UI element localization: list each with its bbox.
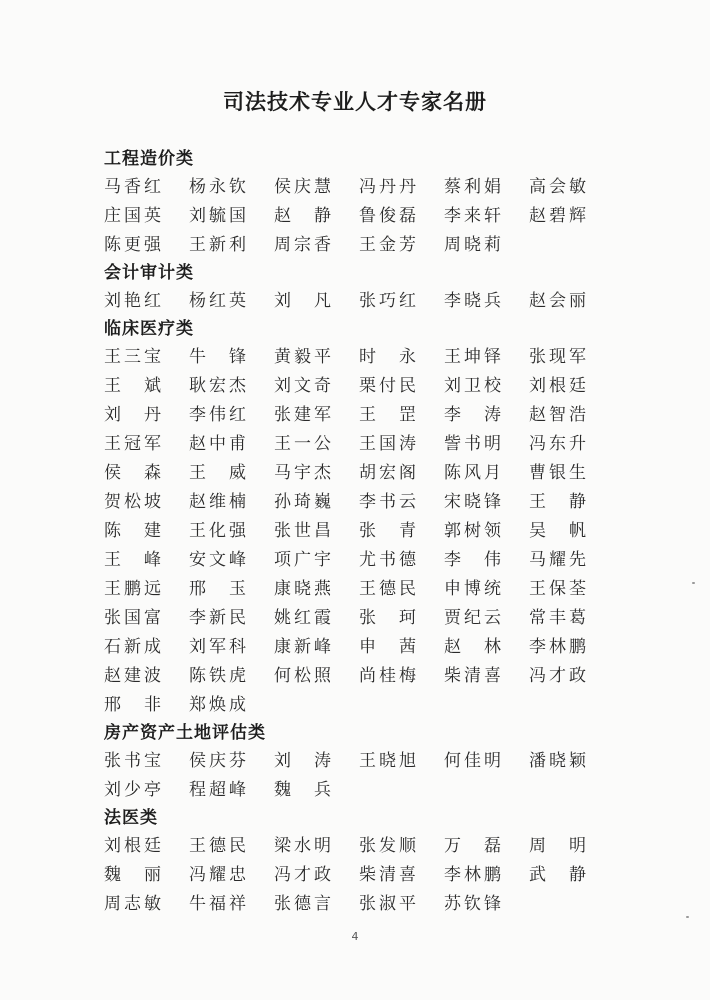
expert-name: 陈风月 xyxy=(444,463,501,483)
expert-name: 李晓兵 xyxy=(444,291,501,311)
expert-name: 张国富 xyxy=(104,608,161,628)
expert-name: 张巧红 xyxy=(359,291,416,311)
expert-name: 王坤铎 xyxy=(444,347,501,367)
expert-name: 柴清喜 xyxy=(359,865,416,885)
roster-section xyxy=(104,805,624,919)
expert-name: 刘少亭 xyxy=(104,780,161,800)
expert-name: 赵 静 xyxy=(274,206,331,226)
expert-name: 张 珂 xyxy=(359,608,416,628)
expert-name: 李 伟 xyxy=(444,550,501,570)
expert-name: 梁水明 xyxy=(274,836,331,856)
expert-name: 蔡利娟 xyxy=(444,177,501,197)
expert-name: 黄毅平 xyxy=(274,347,331,367)
expert-name: 陈 建 xyxy=(104,521,161,541)
expert-name: 张世昌 xyxy=(274,521,331,541)
expert-name: 刘根廷 xyxy=(104,836,161,856)
expert-name: 刘文奇 xyxy=(274,376,331,396)
expert-name: 常丰葛 xyxy=(529,608,586,628)
expert-name: 张德言 xyxy=(274,894,331,914)
expert-name: 曹银生 xyxy=(529,463,586,483)
section-heading: 临床医疗类 xyxy=(104,319,194,339)
expert-name: 李伟红 xyxy=(189,405,246,425)
expert-name: 王冠军 xyxy=(104,434,161,454)
expert-name: 赵智浩 xyxy=(529,405,586,425)
expert-name: 周 明 xyxy=(529,836,586,856)
name-grid xyxy=(104,343,624,720)
expert-name: 魏 丽 xyxy=(104,865,161,885)
expert-name: 吴 帆 xyxy=(529,521,586,541)
expert-name: 王一公 xyxy=(274,434,331,454)
expert-name: 刘 丹 xyxy=(104,405,161,425)
expert-name: 贾纪云 xyxy=(444,608,501,628)
expert-name: 王金芳 xyxy=(359,235,416,255)
expert-name: 周宗香 xyxy=(274,235,331,255)
expert-name: 刘根廷 xyxy=(529,376,586,396)
expert-name: 马宇杰 xyxy=(274,463,331,483)
expert-name: 杨红英 xyxy=(189,291,246,311)
scan-speck xyxy=(686,916,689,918)
expert-name: 康晓燕 xyxy=(274,579,331,599)
document-title: 司法技术专业人才专家名册 xyxy=(223,90,487,114)
expert-name: 孙琦巍 xyxy=(274,492,331,512)
expert-name: 张发顺 xyxy=(359,836,416,856)
expert-name: 邢 玉 xyxy=(189,579,246,599)
roster-section xyxy=(104,260,624,316)
expert-name: 冯才政 xyxy=(529,666,586,686)
expert-name: 高会敏 xyxy=(529,177,586,197)
expert-name: 申博统 xyxy=(444,579,501,599)
expert-name: 栗付民 xyxy=(359,376,416,396)
expert-name: 王德民 xyxy=(189,836,246,856)
expert-name: 刘军科 xyxy=(189,637,246,657)
expert-name: 王德民 xyxy=(359,579,416,599)
expert-name: 程超峰 xyxy=(189,780,246,800)
expert-name: 侯 森 xyxy=(104,463,161,483)
expert-name: 刘 凡 xyxy=(274,291,331,311)
expert-name: 王 罡 xyxy=(359,405,416,425)
expert-name: 何佳明 xyxy=(444,751,501,771)
expert-name: 王 峰 xyxy=(104,550,161,570)
section-heading: 工程造价类 xyxy=(104,149,194,169)
expert-name: 侯庆慧 xyxy=(274,177,331,197)
expert-name: 武 静 xyxy=(529,865,586,885)
expert-name: 李林鹏 xyxy=(444,865,501,885)
expert-name: 赵 林 xyxy=(444,637,501,657)
expert-name: 庄国英 xyxy=(104,206,161,226)
expert-name: 陈更强 xyxy=(104,235,161,255)
section-heading: 房产资产土地评估类 xyxy=(104,723,266,743)
expert-name: 鲁俊磊 xyxy=(359,206,416,226)
expert-name: 魏 兵 xyxy=(274,780,331,800)
expert-name: 王 威 xyxy=(189,463,246,483)
expert-name: 何松照 xyxy=(274,666,331,686)
expert-name: 冯才政 xyxy=(274,865,331,885)
name-grid xyxy=(104,173,624,260)
section-heading: 会计审计类 xyxy=(104,263,194,283)
expert-name: 赵碧辉 xyxy=(529,206,586,226)
section-heading: 法医类 xyxy=(104,808,158,828)
expert-name: 刘艳红 xyxy=(104,291,161,311)
expert-name: 康新峰 xyxy=(274,637,331,657)
expert-name: 王国涛 xyxy=(359,434,416,454)
expert-name: 李林鹏 xyxy=(529,637,586,657)
expert-name: 赵会丽 xyxy=(529,291,586,311)
expert-name: 马香红 xyxy=(104,177,161,197)
expert-name: 王化强 xyxy=(189,521,246,541)
expert-name: 潘晓颖 xyxy=(529,751,586,771)
expert-name: 郑焕成 xyxy=(189,695,246,715)
roster-section xyxy=(104,720,624,805)
expert-name: 宋晓锋 xyxy=(444,492,501,512)
expert-name: 赵建波 xyxy=(104,666,161,686)
expert-name: 王 静 xyxy=(529,492,586,512)
expert-name: 张书宝 xyxy=(104,751,161,771)
expert-name: 安文峰 xyxy=(189,550,246,570)
roster-content xyxy=(104,146,624,919)
expert-name: 李书云 xyxy=(359,492,416,512)
expert-name: 姚红霞 xyxy=(274,608,331,628)
expert-name: 尚桂梅 xyxy=(359,666,416,686)
expert-name: 项广宇 xyxy=(274,550,331,570)
expert-name: 万 磊 xyxy=(444,836,501,856)
expert-name: 牛福祥 xyxy=(189,894,246,914)
expert-name: 尤书德 xyxy=(359,550,416,570)
expert-name: 冯耀忠 xyxy=(189,865,246,885)
expert-name: 王 斌 xyxy=(104,376,161,396)
expert-name: 李 涛 xyxy=(444,405,501,425)
expert-name: 苏钦锋 xyxy=(444,894,501,914)
expert-name: 时 永 xyxy=(359,347,416,367)
expert-name: 刘 涛 xyxy=(274,751,331,771)
name-grid xyxy=(104,747,624,805)
expert-name: 柴清喜 xyxy=(444,666,501,686)
expert-name: 冯东升 xyxy=(529,434,586,454)
expert-name: 刘卫校 xyxy=(444,376,501,396)
expert-name: 张 青 xyxy=(359,521,416,541)
expert-name: 王三宝 xyxy=(104,347,161,367)
expert-name: 赵维楠 xyxy=(189,492,246,512)
expert-name: 郭树领 xyxy=(444,521,501,541)
expert-name: 訾书明 xyxy=(444,434,501,454)
expert-name: 申 茜 xyxy=(359,637,416,657)
expert-name: 周志敏 xyxy=(104,894,161,914)
expert-name: 胡宏阁 xyxy=(359,463,416,483)
scan-speck xyxy=(692,582,695,584)
expert-name: 石新成 xyxy=(104,637,161,657)
roster-section xyxy=(104,316,624,720)
name-grid xyxy=(104,832,624,919)
expert-name: 李来轩 xyxy=(444,206,501,226)
expert-name: 张现军 xyxy=(529,347,586,367)
expert-name: 王保荃 xyxy=(529,579,586,599)
roster-section xyxy=(104,146,624,260)
expert-name: 张建军 xyxy=(274,405,331,425)
expert-name: 张淑平 xyxy=(359,894,416,914)
expert-name: 刘毓国 xyxy=(189,206,246,226)
expert-name: 李新民 xyxy=(189,608,246,628)
expert-name: 王鹏远 xyxy=(104,579,161,599)
expert-name: 赵中甫 xyxy=(189,434,246,454)
expert-name: 冯丹丹 xyxy=(359,177,416,197)
expert-name: 马耀先 xyxy=(529,550,586,570)
expert-name: 耿宏杰 xyxy=(189,376,246,396)
expert-name: 杨永钦 xyxy=(189,177,246,197)
expert-name: 陈铁虎 xyxy=(189,666,246,686)
expert-name: 侯庆芬 xyxy=(189,751,246,771)
expert-name: 王新利 xyxy=(189,235,246,255)
expert-name: 牛 锋 xyxy=(189,347,246,367)
name-grid xyxy=(104,287,624,316)
expert-name: 王晓旭 xyxy=(359,751,416,771)
page-number: 4 xyxy=(351,930,359,943)
expert-name: 邢 非 xyxy=(104,695,161,715)
expert-name: 周晓莉 xyxy=(444,235,501,255)
expert-name: 贺松坡 xyxy=(104,492,161,512)
